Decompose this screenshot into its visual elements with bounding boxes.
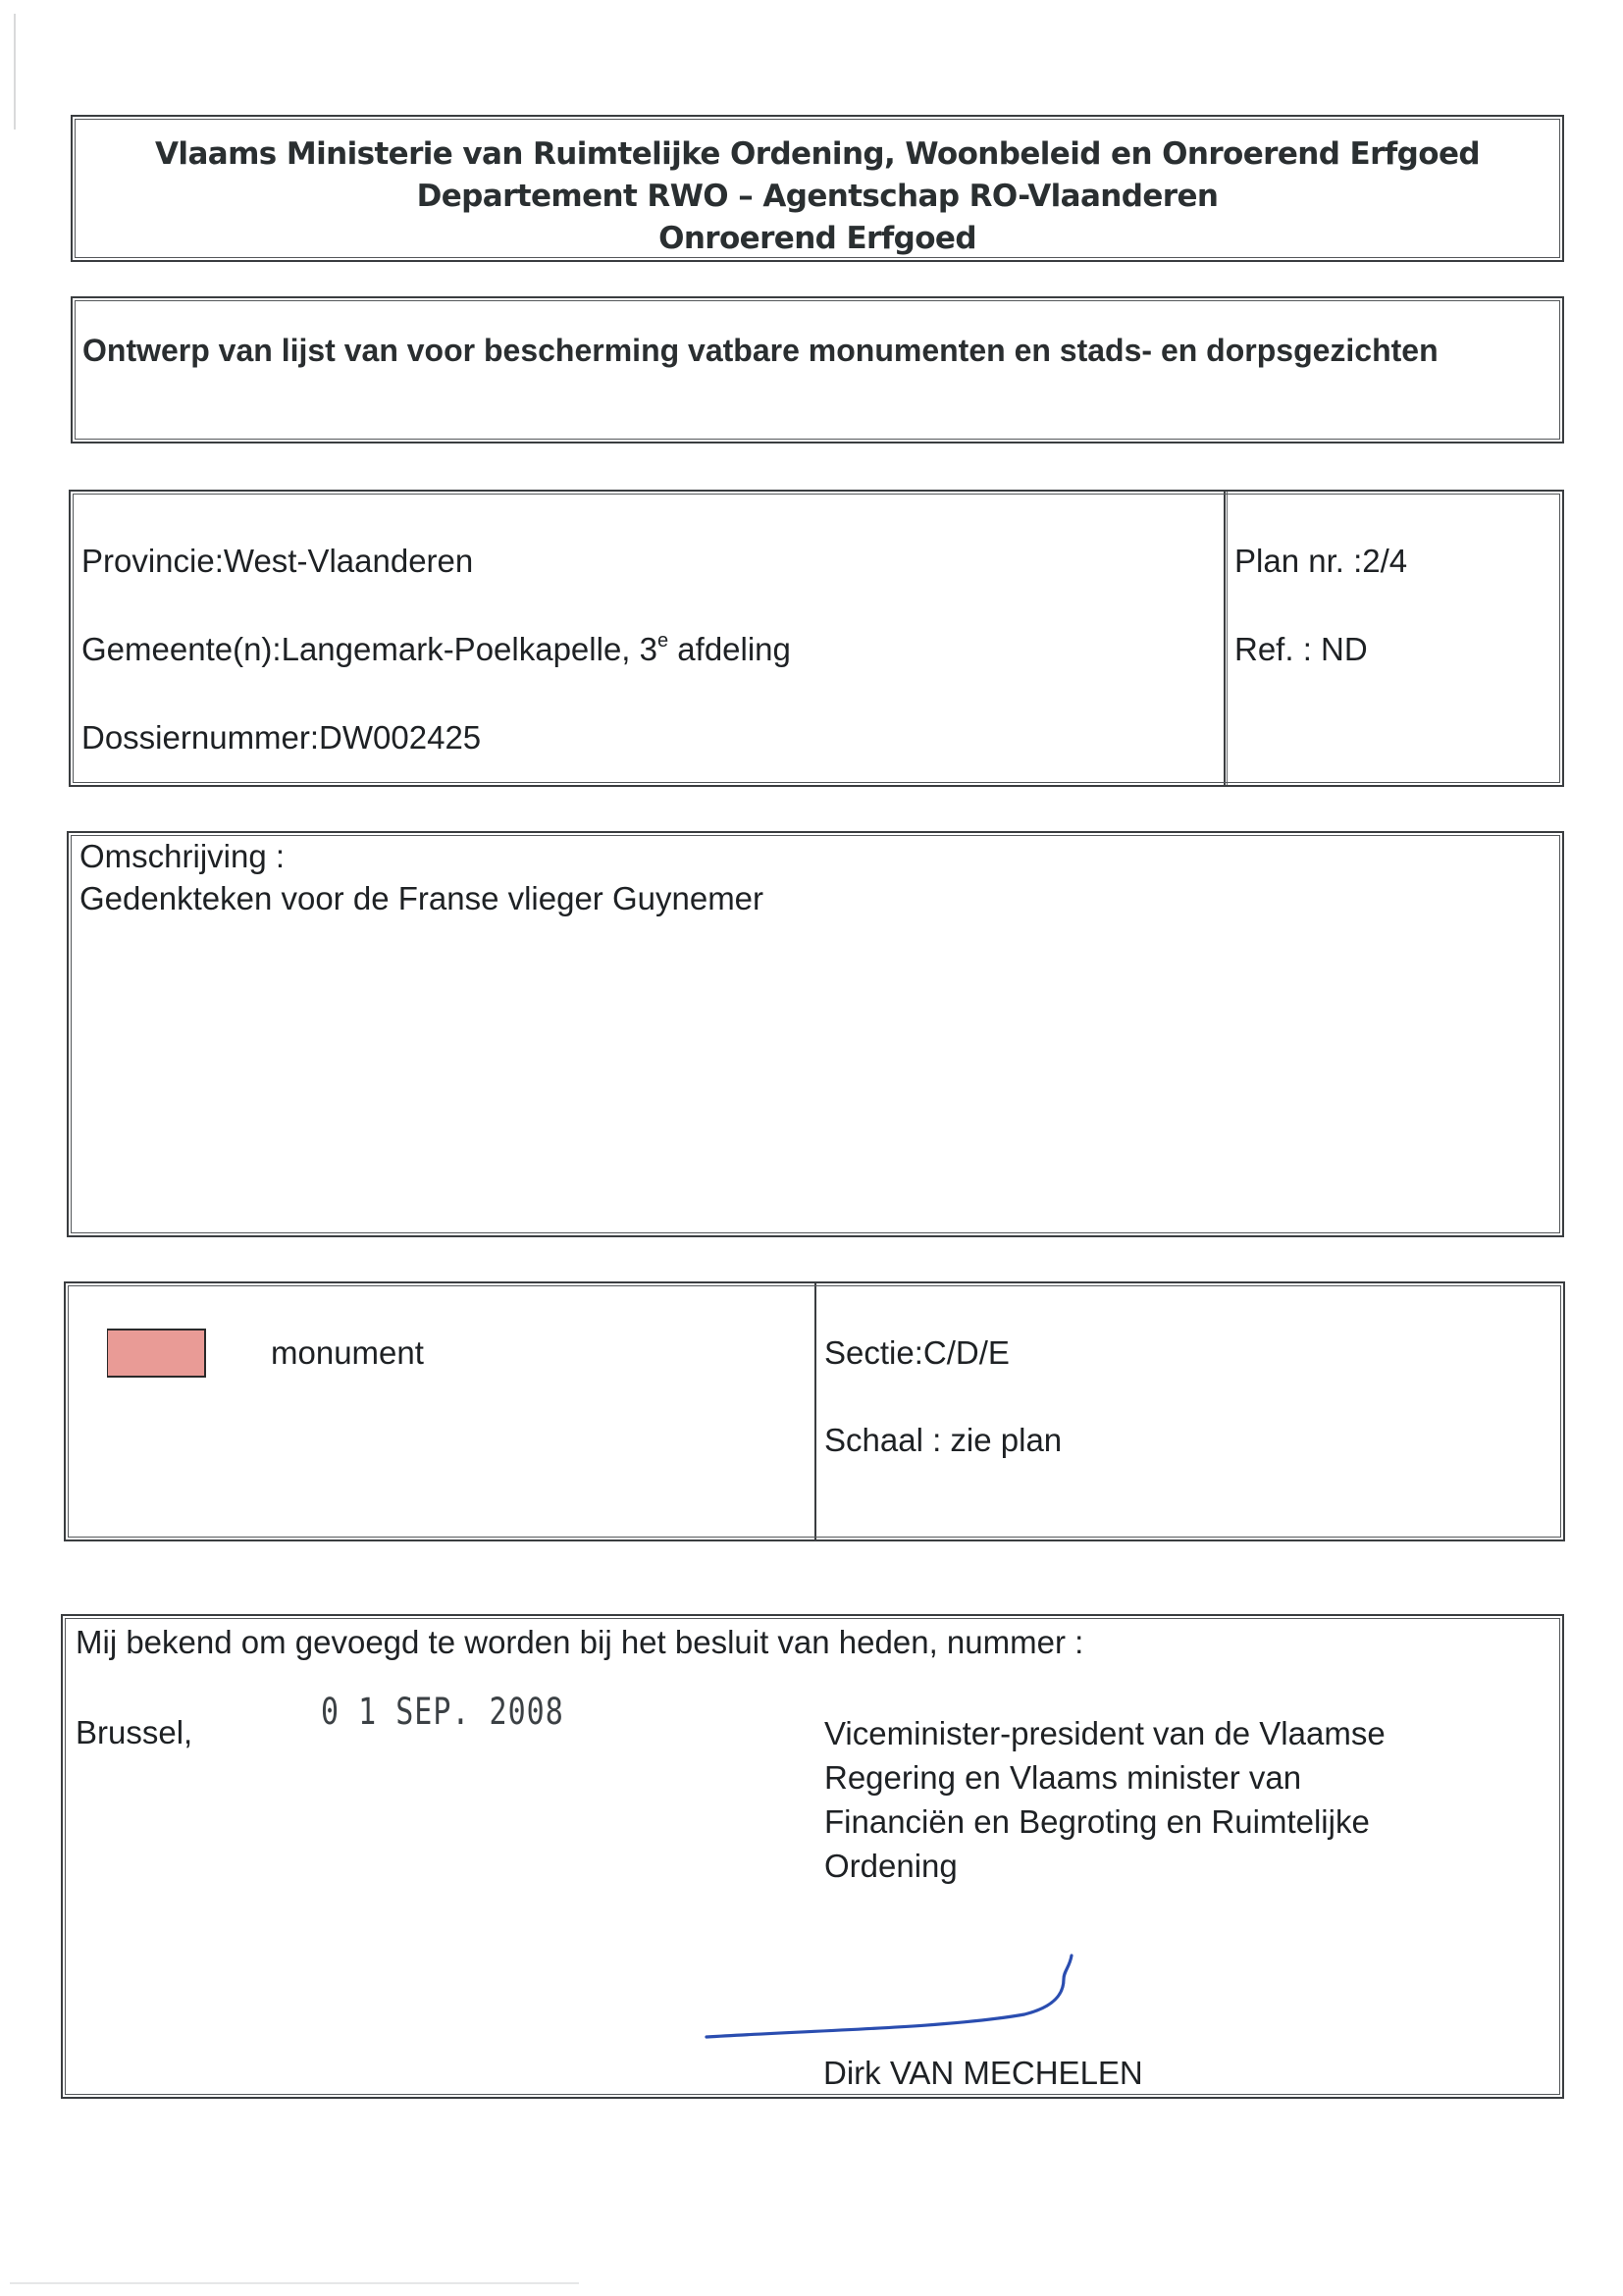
gemeente-value: Gemeente(n):Langemark-Poelkapelle, 3: [81, 631, 657, 667]
approval-statement: Mij bekend om gevoegd te worden bij het besluit van heden, nummer :: [76, 1624, 1084, 1660]
scan-artifact-horizontal: [10, 2282, 579, 2284]
document-title-box: [71, 296, 1564, 444]
agency-name: Onroerend Erfgoed: [658, 221, 976, 256]
document-title: Ontwerp van lijst van voor bescherming vatbare monumenten en stads- en dorpsgezichten: [82, 333, 1439, 368]
scan-artifact-vertical: [14, 14, 16, 130]
description-box: [67, 831, 1564, 1237]
column-divider: [814, 1283, 816, 1539]
role-line: Viceminister-president van de Vlaamse: [824, 1715, 1386, 1751]
place: Brussel,: [76, 1714, 193, 1750]
reference: Ref. : ND: [1234, 631, 1368, 667]
department-name: Departement RWO – Agentschap RO-Vlaanderen: [416, 179, 1219, 214]
plan-number: Plan nr. :2/4: [1234, 543, 1408, 579]
role-line: Regering en Vlaams minister van: [824, 1759, 1302, 1796]
role-line: Ordening: [824, 1848, 958, 1884]
ministry-name: Vlaams Ministerie van Ruimtelijke Ordening, Woonbeleid en Onroerend Erfgoed: [155, 136, 1480, 172]
date-stamp: 0 1 SEP. 2008: [321, 1691, 564, 1734]
monument-color-swatch-icon: [107, 1329, 206, 1378]
legend-box: [64, 1281, 1565, 1541]
description-label: Omschrijving :: [79, 838, 286, 874]
sectie-field: Sectie:C/D/E: [824, 1334, 1010, 1371]
column-divider: [1224, 492, 1226, 785]
signatory-role: [824, 1711, 1386, 1888]
description-text: Gedenkteken voor de Franse vlieger Guynemer: [79, 880, 764, 916]
schaal-field: Schaal : zie plan: [824, 1422, 1063, 1458]
gemeente-field: [81, 631, 791, 668]
ministry-header-box: [71, 115, 1564, 262]
legend-label-monument: monument: [271, 1334, 424, 1371]
role-line: Financiën en Begroting en Ruimtelijke: [824, 1803, 1370, 1840]
ordinal-superscript: e: [657, 630, 669, 652]
signature-box: [61, 1614, 1564, 2099]
gemeente-afdeling: afdeling: [668, 631, 791, 667]
handwritten-signature-icon: [701, 1950, 1113, 2067]
dossiernummer-field: Dossiernummer:DW002425: [81, 719, 482, 756]
provincie-field: Provincie:West-Vlaanderen: [81, 543, 474, 579]
location-info-box: [69, 490, 1564, 787]
signatory-name: Dirk VAN MECHELEN: [823, 2055, 1143, 2091]
